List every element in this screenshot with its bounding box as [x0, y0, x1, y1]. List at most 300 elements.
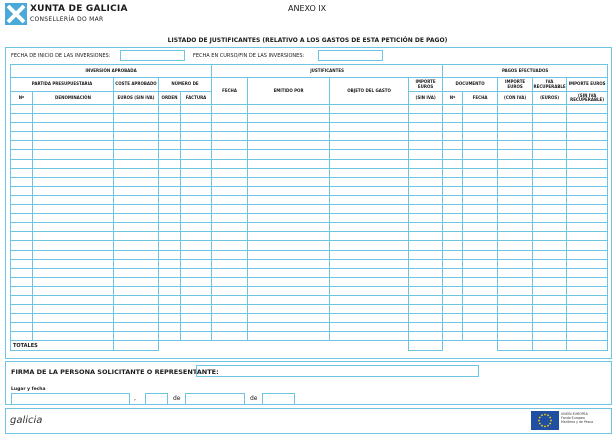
table-cell[interactable] — [498, 214, 533, 223]
table-cell[interactable] — [11, 159, 33, 168]
table-cell[interactable] — [567, 250, 608, 259]
table-cell[interactable] — [330, 250, 409, 259]
table-cell[interactable] — [248, 323, 330, 332]
table-cell[interactable] — [443, 286, 463, 295]
table-cell[interactable] — [181, 250, 212, 259]
table-cell[interactable] — [114, 314, 159, 323]
table-cell[interactable] — [159, 268, 181, 277]
table-cell[interactable] — [11, 186, 33, 195]
table-cell[interactable] — [533, 105, 567, 114]
table-cell[interactable] — [409, 105, 443, 114]
table-cell[interactable] — [248, 205, 330, 214]
table-cell[interactable] — [567, 123, 608, 132]
table-cell[interactable] — [212, 259, 248, 268]
table-cell[interactable] — [567, 177, 608, 186]
table-cell[interactable] — [11, 241, 33, 250]
table-cell[interactable] — [248, 214, 330, 223]
table-cell[interactable] — [330, 114, 409, 123]
table-cell[interactable] — [11, 123, 33, 132]
table-cell[interactable] — [498, 132, 533, 141]
table-cell[interactable] — [443, 314, 463, 323]
table-cell[interactable] — [212, 186, 248, 195]
table-cell[interactable] — [533, 205, 567, 214]
table-cell[interactable] — [159, 241, 181, 250]
table-cell[interactable] — [212, 214, 248, 223]
table-cell[interactable] — [330, 132, 409, 141]
table-cell[interactable] — [212, 205, 248, 214]
table-cell[interactable] — [212, 223, 248, 232]
table-cell[interactable] — [212, 323, 248, 332]
table-cell[interactable] — [498, 232, 533, 241]
table-cell[interactable] — [443, 105, 463, 114]
table-cell[interactable] — [330, 305, 409, 314]
table-cell[interactable] — [181, 268, 212, 277]
table-cell[interactable] — [567, 286, 608, 295]
table-cell[interactable] — [114, 241, 159, 250]
table-cell[interactable] — [330, 123, 409, 132]
table-cell[interactable] — [533, 277, 567, 286]
table-cell[interactable] — [463, 277, 498, 286]
table-cell[interactable] — [330, 168, 409, 177]
table-cell[interactable] — [33, 177, 114, 186]
table-cell[interactable] — [114, 159, 159, 168]
table-cell[interactable] — [533, 305, 567, 314]
table-cell[interactable] — [533, 332, 567, 341]
table-cell[interactable] — [181, 105, 212, 114]
table-cell[interactable] — [159, 323, 181, 332]
table-cell[interactable] — [443, 186, 463, 195]
table-cell[interactable] — [463, 159, 498, 168]
table-cell[interactable] — [212, 232, 248, 241]
table-cell[interactable] — [181, 305, 212, 314]
table-cell[interactable] — [114, 223, 159, 232]
table-cell[interactable] — [567, 323, 608, 332]
table-cell[interactable] — [409, 123, 443, 132]
table-cell[interactable] — [498, 223, 533, 232]
table-cell[interactable] — [409, 268, 443, 277]
table-cell[interactable] — [330, 268, 409, 277]
table-cell[interactable] — [463, 268, 498, 277]
table-cell[interactable] — [498, 150, 533, 159]
table-cell[interactable] — [533, 159, 567, 168]
total-cell[interactable] — [498, 341, 533, 351]
table-cell[interactable] — [248, 332, 330, 341]
table-cell[interactable] — [181, 214, 212, 223]
table-cell[interactable] — [409, 177, 443, 186]
table-cell[interactable] — [159, 114, 181, 123]
table-cell[interactable] — [33, 141, 114, 150]
table-cell[interactable] — [181, 223, 212, 232]
total-cell[interactable] — [567, 341, 608, 351]
table-cell[interactable] — [567, 205, 608, 214]
table-cell[interactable] — [443, 132, 463, 141]
table-cell[interactable] — [443, 150, 463, 159]
table-cell[interactable] — [11, 332, 33, 341]
table-cell[interactable] — [212, 250, 248, 259]
table-cell[interactable] — [181, 323, 212, 332]
table-cell[interactable] — [330, 223, 409, 232]
table-cell[interactable] — [443, 259, 463, 268]
table-cell[interactable] — [567, 105, 608, 114]
table-cell[interactable] — [114, 295, 159, 304]
table-cell[interactable] — [114, 141, 159, 150]
table-cell[interactable] — [114, 277, 159, 286]
table-cell[interactable] — [463, 295, 498, 304]
table-cell[interactable] — [159, 195, 181, 204]
table-cell[interactable] — [114, 105, 159, 114]
table-cell[interactable] — [409, 150, 443, 159]
table-cell[interactable] — [212, 314, 248, 323]
table-cell[interactable] — [11, 232, 33, 241]
table-cell[interactable] — [443, 232, 463, 241]
start-date-field[interactable] — [120, 50, 185, 61]
table-cell[interactable] — [248, 132, 330, 141]
table-cell[interactable] — [463, 132, 498, 141]
table-cell[interactable] — [33, 259, 114, 268]
table-cell[interactable] — [159, 314, 181, 323]
table-cell[interactable] — [533, 259, 567, 268]
table-cell[interactable] — [567, 241, 608, 250]
table-cell[interactable] — [11, 168, 33, 177]
table-cell[interactable] — [409, 195, 443, 204]
table-cell[interactable] — [33, 241, 114, 250]
table-cell[interactable] — [11, 259, 33, 268]
table-cell[interactable] — [11, 177, 33, 186]
table-cell[interactable] — [463, 314, 498, 323]
table-cell[interactable] — [181, 232, 212, 241]
table-cell[interactable] — [33, 105, 114, 114]
table-cell[interactable] — [159, 177, 181, 186]
table-cell[interactable] — [159, 205, 181, 214]
table-cell[interactable] — [181, 295, 212, 304]
table-cell[interactable] — [248, 268, 330, 277]
table-cell[interactable] — [330, 295, 409, 304]
table-cell[interactable] — [11, 323, 33, 332]
table-cell[interactable] — [498, 268, 533, 277]
table-cell[interactable] — [159, 214, 181, 223]
table-cell[interactable] — [567, 332, 608, 341]
table-cell[interactable] — [498, 277, 533, 286]
table-cell[interactable] — [463, 186, 498, 195]
table-cell[interactable] — [248, 168, 330, 177]
table-cell[interactable] — [114, 286, 159, 295]
table-cell[interactable] — [409, 223, 443, 232]
table-cell[interactable] — [181, 314, 212, 323]
table-cell[interactable] — [409, 314, 443, 323]
table-cell[interactable] — [409, 141, 443, 150]
table-cell[interactable] — [443, 323, 463, 332]
table-cell[interactable] — [212, 277, 248, 286]
table-cell[interactable] — [443, 177, 463, 186]
table-cell[interactable] — [409, 159, 443, 168]
table-cell[interactable] — [330, 314, 409, 323]
table-cell[interactable] — [409, 168, 443, 177]
table-cell[interactable] — [498, 332, 533, 341]
table-cell[interactable] — [330, 186, 409, 195]
table-cell[interactable] — [248, 259, 330, 268]
table-cell[interactable] — [114, 332, 159, 341]
table-cell[interactable] — [443, 195, 463, 204]
place-field[interactable] — [11, 393, 130, 405]
table-cell[interactable] — [463, 323, 498, 332]
table-cell[interactable] — [181, 177, 212, 186]
table-cell[interactable] — [33, 159, 114, 168]
table-cell[interactable] — [567, 195, 608, 204]
table-cell[interactable] — [114, 259, 159, 268]
table-cell[interactable] — [181, 159, 212, 168]
table-cell[interactable] — [443, 114, 463, 123]
table-cell[interactable] — [181, 168, 212, 177]
table-cell[interactable] — [159, 168, 181, 177]
table-cell[interactable] — [409, 286, 443, 295]
table-cell[interactable] — [248, 114, 330, 123]
table-cell[interactable] — [181, 277, 212, 286]
table-cell[interactable] — [181, 259, 212, 268]
table-cell[interactable] — [409, 186, 443, 195]
month-field[interactable] — [185, 393, 245, 405]
table-cell[interactable] — [443, 250, 463, 259]
table-cell[interactable] — [498, 323, 533, 332]
table-cell[interactable] — [443, 305, 463, 314]
table-cell[interactable] — [181, 132, 212, 141]
table-cell[interactable] — [498, 168, 533, 177]
table-cell[interactable] — [498, 177, 533, 186]
table-cell[interactable] — [114, 114, 159, 123]
table-cell[interactable] — [463, 141, 498, 150]
table-cell[interactable] — [11, 205, 33, 214]
table-cell[interactable] — [33, 223, 114, 232]
table-cell[interactable] — [409, 259, 443, 268]
signature-field[interactable] — [196, 365, 479, 377]
table-cell[interactable] — [567, 168, 608, 177]
table-cell[interactable] — [409, 323, 443, 332]
table-cell[interactable] — [533, 295, 567, 304]
table-cell[interactable] — [533, 314, 567, 323]
table-cell[interactable] — [11, 195, 33, 204]
table-cell[interactable] — [498, 259, 533, 268]
table-cell[interactable] — [463, 305, 498, 314]
table-cell[interactable] — [330, 177, 409, 186]
table-cell[interactable] — [463, 223, 498, 232]
table-cell[interactable] — [498, 159, 533, 168]
table-cell[interactable] — [409, 214, 443, 223]
table-cell[interactable] — [409, 250, 443, 259]
table-cell[interactable] — [533, 241, 567, 250]
table-cell[interactable] — [159, 132, 181, 141]
table-cell[interactable] — [114, 214, 159, 223]
table-cell[interactable] — [533, 195, 567, 204]
table-cell[interactable] — [181, 205, 212, 214]
table-cell[interactable] — [567, 150, 608, 159]
table-cell[interactable] — [33, 205, 114, 214]
table-cell[interactable] — [463, 259, 498, 268]
table-cell[interactable] — [409, 241, 443, 250]
table-cell[interactable] — [248, 141, 330, 150]
table-cell[interactable] — [409, 205, 443, 214]
table-cell[interactable] — [463, 105, 498, 114]
table-cell[interactable] — [533, 177, 567, 186]
table-cell[interactable] — [533, 150, 567, 159]
table-cell[interactable] — [33, 277, 114, 286]
table-cell[interactable] — [409, 332, 443, 341]
table-cell[interactable] — [498, 205, 533, 214]
table-cell[interactable] — [443, 123, 463, 132]
table-cell[interactable] — [212, 150, 248, 159]
table-cell[interactable] — [567, 186, 608, 195]
table-cell[interactable] — [11, 214, 33, 223]
table-cell[interactable] — [33, 332, 114, 341]
table-cell[interactable] — [248, 286, 330, 295]
table-cell[interactable] — [498, 195, 533, 204]
table-cell[interactable] — [463, 241, 498, 250]
table-cell[interactable] — [159, 186, 181, 195]
table-cell[interactable] — [248, 123, 330, 132]
table-cell[interactable] — [443, 277, 463, 286]
table-cell[interactable] — [11, 286, 33, 295]
table-cell[interactable] — [159, 295, 181, 304]
table-cell[interactable] — [498, 114, 533, 123]
table-cell[interactable] — [11, 141, 33, 150]
table-cell[interactable] — [159, 141, 181, 150]
table-cell[interactable] — [409, 295, 443, 304]
table-cell[interactable] — [463, 123, 498, 132]
table-cell[interactable] — [443, 268, 463, 277]
table-cell[interactable] — [33, 323, 114, 332]
total-cell[interactable] — [114, 341, 159, 351]
table-cell[interactable] — [181, 332, 212, 341]
table-cell[interactable] — [159, 332, 181, 341]
table-cell[interactable] — [443, 205, 463, 214]
table-cell[interactable] — [567, 314, 608, 323]
table-cell[interactable] — [533, 132, 567, 141]
table-cell[interactable] — [114, 186, 159, 195]
table-cell[interactable] — [567, 259, 608, 268]
table-cell[interactable] — [114, 177, 159, 186]
table-cell[interactable] — [248, 277, 330, 286]
table-cell[interactable] — [114, 205, 159, 214]
table-cell[interactable] — [114, 195, 159, 204]
table-cell[interactable] — [567, 305, 608, 314]
total-cell[interactable] — [533, 341, 567, 351]
table-cell[interactable] — [248, 186, 330, 195]
table-cell[interactable] — [248, 232, 330, 241]
table-cell[interactable] — [33, 114, 114, 123]
table-cell[interactable] — [33, 286, 114, 295]
table-cell[interactable] — [567, 114, 608, 123]
table-cell[interactable] — [181, 123, 212, 132]
table-cell[interactable] — [33, 132, 114, 141]
table-cell[interactable] — [443, 168, 463, 177]
table-cell[interactable] — [159, 159, 181, 168]
table-cell[interactable] — [533, 168, 567, 177]
table-cell[interactable] — [330, 241, 409, 250]
table-cell[interactable] — [463, 232, 498, 241]
table-cell[interactable] — [114, 268, 159, 277]
table-cell[interactable] — [533, 323, 567, 332]
table-cell[interactable] — [114, 123, 159, 132]
table-cell[interactable] — [533, 223, 567, 232]
table-cell[interactable] — [567, 232, 608, 241]
table-cell[interactable] — [11, 105, 33, 114]
table-cell[interactable] — [248, 177, 330, 186]
table-cell[interactable] — [33, 305, 114, 314]
table-cell[interactable] — [212, 177, 248, 186]
table-cell[interactable] — [443, 241, 463, 250]
table-cell[interactable] — [498, 314, 533, 323]
table-cell[interactable] — [533, 232, 567, 241]
table-cell[interactable] — [11, 150, 33, 159]
table-cell[interactable] — [567, 141, 608, 150]
table-cell[interactable] — [330, 150, 409, 159]
table-cell[interactable] — [533, 186, 567, 195]
table-cell[interactable] — [159, 286, 181, 295]
table-cell[interactable] — [159, 232, 181, 241]
table-cell[interactable] — [533, 286, 567, 295]
table-cell[interactable] — [159, 305, 181, 314]
table-cell[interactable] — [248, 105, 330, 114]
table-cell[interactable] — [463, 332, 498, 341]
table-cell[interactable] — [330, 141, 409, 150]
table-cell[interactable] — [498, 241, 533, 250]
table-cell[interactable] — [533, 123, 567, 132]
table-cell[interactable] — [330, 232, 409, 241]
table-cell[interactable] — [159, 105, 181, 114]
table-cell[interactable] — [11, 314, 33, 323]
table-cell[interactable] — [409, 277, 443, 286]
table-cell[interactable] — [11, 277, 33, 286]
table-cell[interactable] — [114, 168, 159, 177]
table-cell[interactable] — [212, 241, 248, 250]
table-cell[interactable] — [330, 214, 409, 223]
table-cell[interactable] — [33, 123, 114, 132]
table-cell[interactable] — [248, 250, 330, 259]
table-cell[interactable] — [159, 259, 181, 268]
table-cell[interactable] — [11, 250, 33, 259]
table-cell[interactable] — [567, 295, 608, 304]
table-cell[interactable] — [181, 141, 212, 150]
table-cell[interactable] — [409, 132, 443, 141]
table-cell[interactable] — [567, 277, 608, 286]
table-cell[interactable] — [181, 286, 212, 295]
table-cell[interactable] — [443, 214, 463, 223]
table-cell[interactable] — [159, 123, 181, 132]
table-cell[interactable] — [33, 295, 114, 304]
table-cell[interactable] — [443, 141, 463, 150]
table-cell[interactable] — [443, 159, 463, 168]
table-cell[interactable] — [498, 305, 533, 314]
table-cell[interactable] — [248, 223, 330, 232]
table-cell[interactable] — [443, 332, 463, 341]
table-cell[interactable] — [212, 123, 248, 132]
table-cell[interactable] — [498, 123, 533, 132]
table-cell[interactable] — [330, 259, 409, 268]
table-cell[interactable] — [33, 150, 114, 159]
table-cell[interactable] — [463, 195, 498, 204]
table-cell[interactable] — [181, 114, 212, 123]
table-cell[interactable] — [114, 232, 159, 241]
table-cell[interactable] — [248, 314, 330, 323]
table-cell[interactable] — [11, 132, 33, 141]
table-cell[interactable] — [498, 186, 533, 195]
table-cell[interactable] — [248, 159, 330, 168]
table-cell[interactable] — [159, 277, 181, 286]
table-cell[interactable] — [181, 241, 212, 250]
table-cell[interactable] — [533, 141, 567, 150]
table-cell[interactable] — [11, 268, 33, 277]
table-cell[interactable] — [212, 141, 248, 150]
table-cell[interactable] — [567, 159, 608, 168]
table-cell[interactable] — [330, 105, 409, 114]
